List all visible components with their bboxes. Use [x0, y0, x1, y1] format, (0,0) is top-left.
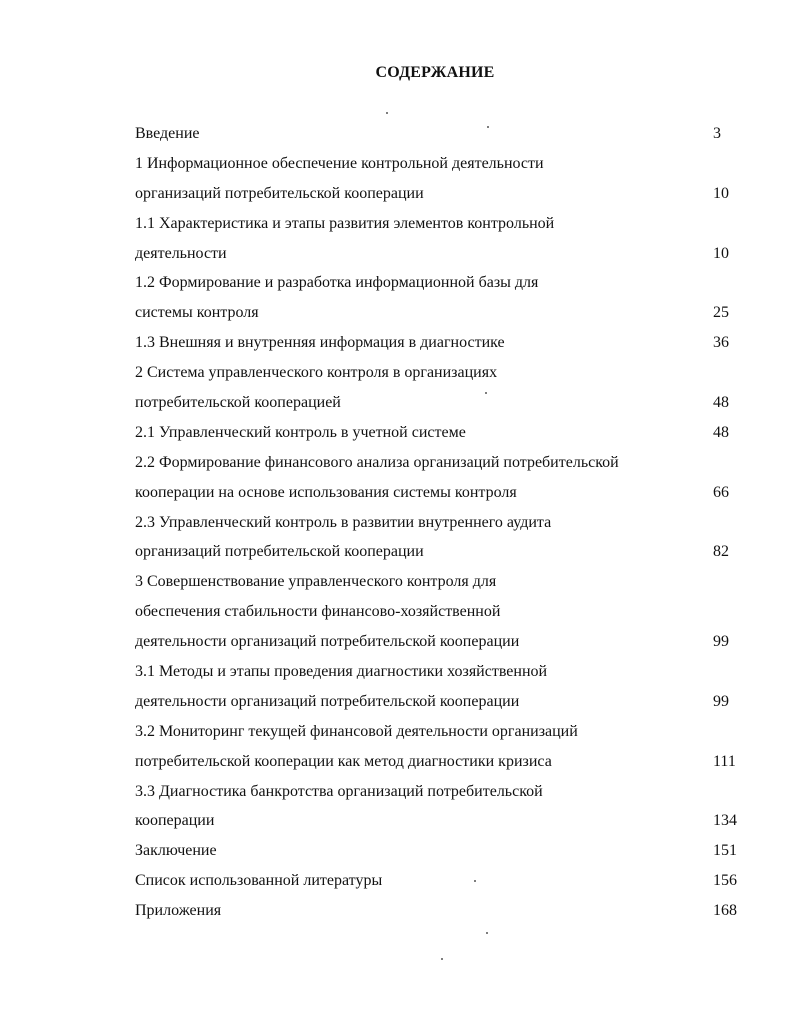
toc-entry-text: 2.3 Управленческий контроль в развитии внутреннего аудита [135, 513, 552, 531]
toc-entry-text: 2.1 Управленческий контроль в учетной системе [135, 423, 466, 441]
toc-entry-text: обеспечения стабильности финансово-хозяйственной [135, 603, 501, 621]
toc-entry-page: 48 [713, 423, 729, 441]
toc-entry-text: кооперации [135, 812, 215, 830]
toc-entry [135, 657, 745, 687]
toc-entry [135, 508, 745, 538]
toc-entry-page: 151 [713, 842, 737, 860]
toc-entry [135, 328, 745, 358]
toc-entry-text: 3.1 Методы и этапы проведения диагностики хозяйственной [135, 663, 548, 681]
toc-entry [135, 597, 745, 627]
toc-entry-page: 156 [713, 872, 737, 890]
toc-entry [135, 567, 745, 597]
toc-entry [135, 777, 745, 807]
toc-entry-page: 25 [713, 304, 729, 322]
toc-entry-page: 3 [713, 125, 721, 142]
toc-entry [135, 418, 745, 448]
toc-entry-text: потребительской кооперации как метод диагностики кризиса [135, 752, 552, 770]
toc-entry-page: 99 [713, 692, 729, 710]
toc-entry-text: Список использованной литературы [135, 872, 383, 890]
toc-entry [135, 358, 745, 388]
toc-entry [135, 537, 745, 567]
toc-entry-text: 3 Совершенствование управленческого контроля для [135, 573, 497, 591]
toc-entry [135, 298, 745, 328]
toc-entry-text: 2.2 Формирование финансового анализа организаций потребительской [135, 453, 619, 471]
table-of-contents [135, 119, 745, 926]
toc-entry [135, 119, 745, 149]
page-title: СОДЕРЖАНИЕ [375, 64, 495, 81]
toc-entry [135, 239, 745, 269]
toc-entry-text: Приложения [135, 902, 222, 920]
toc-entry-page: 168 [713, 902, 737, 920]
toc-entry-text: 3.3 Диагностика банкротства организаций потребительской [135, 782, 543, 800]
scan-speck [485, 392, 487, 394]
toc-entry-text: Заключение [135, 842, 217, 860]
scan-speck [386, 112, 388, 114]
toc-entry-text: 2 Система управленческого контроля в организациях [135, 364, 498, 382]
toc-entry [135, 687, 745, 717]
toc-entry [135, 896, 745, 926]
toc-entry-text: деятельности организаций потребительской кооперации [135, 633, 520, 651]
scan-speck [474, 880, 476, 882]
toc-entry [135, 388, 745, 418]
toc-entry [135, 866, 745, 896]
toc-entry [135, 478, 745, 508]
toc-entry-page: 82 [713, 543, 729, 561]
toc-entry-text: организаций потребительской кооперации [135, 184, 424, 202]
scan-speck [441, 958, 443, 960]
toc-entry-text: потребительской кооперацией [135, 394, 341, 412]
toc-entry [135, 717, 745, 747]
toc-entry-page: 99 [713, 633, 729, 651]
toc-entry-text: деятельности организаций потребительской кооперации [135, 692, 520, 710]
toc-entry-text: 1.1 Характеристика и этапы развития элементов контрольной [135, 214, 555, 232]
toc-entry-text: Введение [135, 125, 200, 142]
scan-speck [487, 126, 489, 128]
toc-entry-text: 1 Информационное обеспечение контрольной деятельности [135, 154, 544, 172]
toc-entry-text: деятельности [135, 244, 227, 262]
toc-entry [135, 268, 745, 298]
toc-entry-text: системы контроля [135, 304, 259, 322]
toc-entry [135, 209, 745, 239]
toc-entry [135, 747, 745, 777]
toc-entry [135, 627, 745, 657]
toc-entry [135, 836, 745, 866]
toc-entry-page: 134 [713, 812, 737, 830]
toc-entry-text: 1.2 Формирование и разработка информационной базы для [135, 274, 539, 292]
toc-entry-page: 48 [713, 394, 729, 412]
toc-entry-page: 10 [713, 184, 729, 202]
toc-entry [135, 149, 745, 179]
toc-entry [135, 448, 745, 478]
toc-entry-text: 1.3 Внешняя и внутренняя информация в диагностике [135, 334, 505, 352]
toc-entry-text: организаций потребительской кооперации [135, 543, 424, 561]
toc-entry-page: 10 [713, 244, 729, 262]
toc-entry-page: 36 [713, 334, 729, 352]
toc-entry-page: 66 [713, 483, 729, 501]
toc-entry [135, 806, 745, 836]
toc-entry-text: 3.2 Мониторинг текущей финансовой деятельности организаций [135, 722, 578, 740]
toc-entry-text: кооперации на основе использования системы контроля [135, 483, 517, 501]
scan-speck [486, 932, 488, 934]
toc-entry-page: 111 [713, 752, 736, 770]
toc-entry [135, 179, 745, 209]
